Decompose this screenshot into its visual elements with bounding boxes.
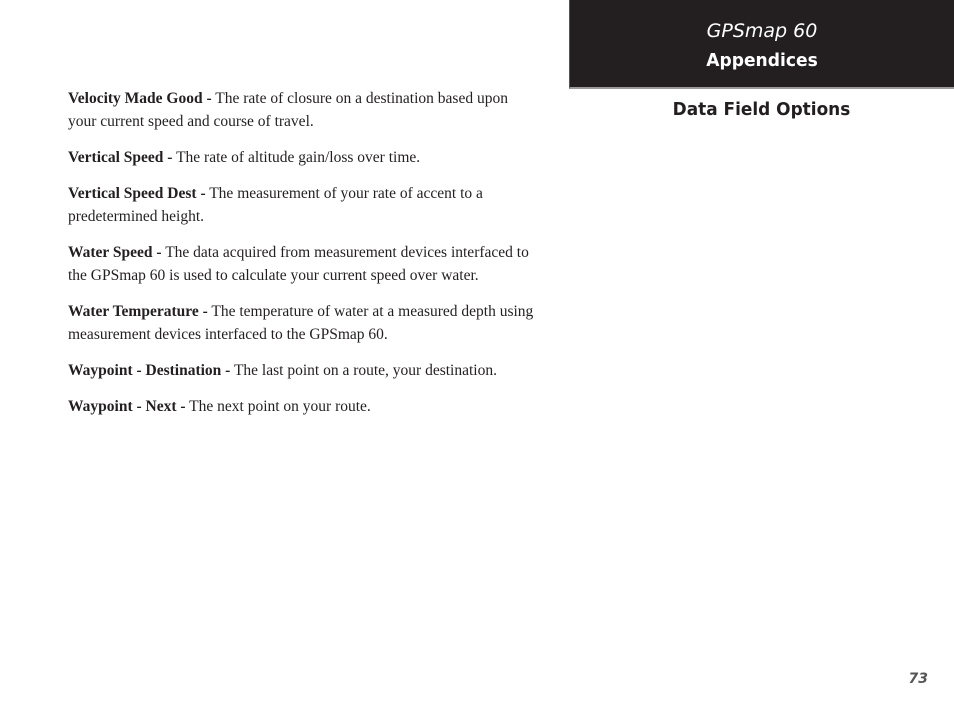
definition-term: Water Temperature - xyxy=(68,303,208,320)
section-header xyxy=(569,0,954,89)
definition-entry xyxy=(68,359,538,382)
page-number: 73 xyxy=(908,671,928,687)
definition-text: The rate of altitude gain/loss over time. xyxy=(176,149,421,166)
definition-entry xyxy=(68,146,538,169)
definition-entry xyxy=(68,241,538,287)
definition-text: The data acquired from measurement devices interfaced to the GPSmap 60 is used to calculate your current speed over water. xyxy=(68,244,529,284)
definition-text: The next point on your route. xyxy=(189,398,371,415)
definition-text: The measurement of your rate of accent to a predetermined height. xyxy=(68,185,483,225)
definition-text: The temperature of water at a measured depth using measurement devices interfaced to the GPSmap 60. xyxy=(68,303,534,343)
definition-entry xyxy=(68,182,538,228)
definition-text: The last point on a route, your destination. xyxy=(233,362,497,379)
definition-term: Velocity Made Good - xyxy=(68,90,212,107)
definition-term: Water Speed - xyxy=(68,244,162,261)
definition-text: The rate of closure on a destination based upon your current speed and course of travel. xyxy=(68,90,508,130)
definition-term: Vertical Speed - xyxy=(68,149,173,166)
definition-entry xyxy=(68,395,538,418)
definition-term: Vertical Speed Dest - xyxy=(68,185,206,202)
definitions-list xyxy=(68,87,538,431)
page-heading: Data Field Options xyxy=(672,99,851,120)
definition-entry xyxy=(68,87,538,133)
definition-term: Waypoint - Next - xyxy=(68,398,186,415)
product-name: GPSmap 60 xyxy=(706,20,818,42)
definition-entry xyxy=(68,300,538,346)
section-title: Appendices xyxy=(706,50,818,71)
definition-term: Waypoint - Destination - xyxy=(68,362,231,379)
